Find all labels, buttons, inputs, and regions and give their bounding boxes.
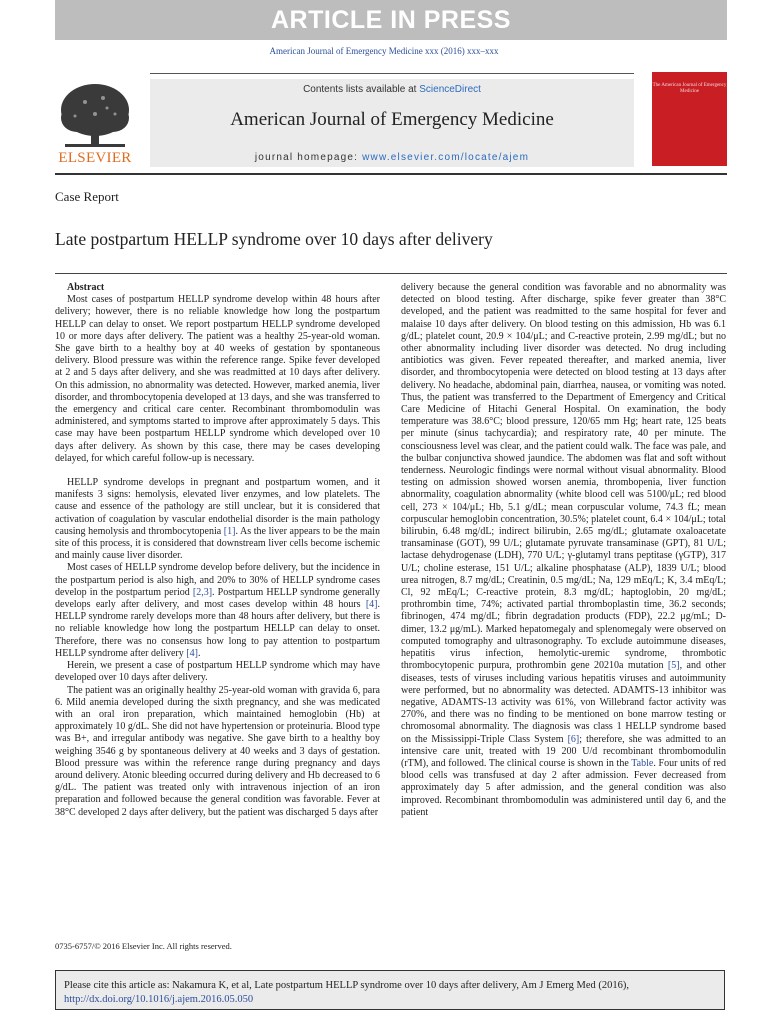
journal-cover-thumbnail[interactable]: [652, 72, 727, 166]
homepage-link[interactable]: www.elsevier.com/locate/ajem: [362, 152, 530, 163]
cover-title: The American Journal of Emergency Medicine: [652, 83, 727, 94]
table-link[interactable]: Table: [631, 757, 654, 769]
reference-link[interactable]: [4]: [365, 599, 378, 611]
article-title: Late postpartum HELLP syndrome over 10 days after delivery: [55, 229, 493, 249]
elsevier-wordmark[interactable]: ELSEVIER: [58, 150, 132, 166]
text-run: HELLP syndrome develops in pregnant and postpartum women, and it manifests 3 signs: hemolysis, elevated liver enzymes, and low platelets. The cause and essence of the pathology are still unclear, but it is considered that activation of coagulation by vascular endothelial disorder is the main pathology causing hemolysis and thrombocytopenia: [55, 477, 380, 537]
text-run: delivery because the general condition was favorable and no abnormality was detected on blood testing. After discharge, spike fever greater than 38°C developed, and the patient was readmitted to the same hospital for fever and malaise 10 days after delivery. On blood testing on this admission, Hb was 6.1 g/dL; platelet count, 20.9 × 104/μL; and C-reactive protein, 2.99 mg/dL; but no other abnormality including liver disorder was detected. No drug including antibiotics was given. Fever repeated thereafter, and marked anemia, liver disorder, and thrombocytopenia were detected on blood testing at 13 days after delivery. No headache, abdominal pain, diarrhea, nausea, or vomiting was noted. Thus, the patient was transferred to the Department of Emergency and Critical Care Medicine of Hitachi General Hospital. On examination, the body temperature was 38.6°C; blood pressure, 120/65 mm Hg; heart rate, 125 beats per minute (sinus tachycardia); and respiratory rate, 40 per minute. The consciousness level was clear, and the patient could walk. The face was pale, and the bulbar conjunctiva showed jaundice. The abdomen was flat and soft without tenderness. Neurologic findings were normal without visual abnormality. Blood testing on admission showed worsen anemia, thrombopenia, liver function abnormality, coagulation abnormality (white blood cell was 5100/μL; red blood cell, 273 × 104/μL; Hb, 5.1 g/dL; mean corpuscular volume, 74.3 fL; mean corpuscular hemoglobin concentration, 30.5%; platelet count, 6.4 × 104/μL; total bilirubin, 6.48 mg/dL; indirect bilirubin, 2.65 mg/dL; glutamate oxaloacetate transaminase (GOT), 99 U/L; glutamate pyruvate transaminase (GPT), 81 U/L; lactase dehydrogenase (LDH), 770 U/L; γ-glutamyl trans peptitase (γGTP), 317 U/L; choline esterase, 151 U/L; alkaline phosphatase (ALP), 1839 U/L; blood urea nitrogen, 8.7 mg/dL; Creatinin, 0.5 mg/dL; Na, 129 mEq/L; K, 3.4 mEq/L; Cl, 92 mEq/L; C-reactive protein, 8.3 mg/dL; haptoglobin, 20 mg/dL; prothrombin time, 74%; activated partial thromboplastin time, 36.2 seconds; fibrinogen, 474 mg/dL; fibrin degradation products (FDP), 22.2 μg/mL; D-dimer, 13.2 μg/mL). Marked hepatomegaly and splenomegaly were observed on computed tomography and ultrasonography. To exclude autoimmune diseases, hepatitis virus infection, hemolytic-uremic syndrome, thrombotic thrombocytopenic purpura, prothrombin gene 20210a mutation: [401, 282, 726, 672]
sciencedirect-link[interactable]: ScienceDirect: [419, 84, 481, 95]
journal-citation-link[interactable]: American Journal of Emergency Medicine xxx (2016) xxx–xxx: [269, 46, 499, 56]
copyright-notice: 0735-6757/© 2016 Elsevier Inc. All rights reserved.: [55, 941, 232, 951]
body-paragraph: The patient was an originally healthy 25-year-old woman with gravida 6, para 6. Mild anemia developed during the sixth pregnancy, and she was medicated with an oral iron preparation, which maintained hemoglobin (Hb) at approximately 10 g/dL. She did not have hypertension or proteinuria. Blood type was B+, and irregular antibody was negative. She gave birth to a healthy boy weighing 3546 g by spontaneous delivery at 40 weeks and 3 days of gestation. Blood pressure was within the reference range during pregnancy and days around delivery. Atonic bleeding occurred during delivery and Hb decreased to 6 g/dL. The patient was treated only with intravenous injection of an iron preparation and followed because the general condition was favorable. Fever at 38°C developed 2 days after delivery, but the patient was discharged 5 days after: [55, 684, 380, 818]
journal-title: American Journal of Emergency Medicine: [230, 109, 554, 130]
article-in-press-banner: [55, 0, 727, 40]
header-divider: [55, 173, 727, 175]
body-paragraph: Herein, we present a case of postpartum HELLP syndrome which may have developed over 10 days after delivery.: [55, 660, 380, 684]
left-column: [55, 282, 380, 819]
right-column: [401, 282, 726, 819]
reference-link[interactable]: [1]: [223, 525, 236, 537]
text-run: .: [197, 647, 201, 659]
text-run: . Four units of red blood cells was transfused at day 2 after admission. Fever decreased from approximately day 5 after admission, and the general condition was also improved. Recombinant thrombomodulin was administered until day 6, and the patient: [401, 757, 726, 818]
reference-link[interactable]: [4]: [186, 647, 198, 659]
text-run: . As the liver appears to be the main site of this process, it is considered that downstream liver cells become ischemic and mainly cause liver disorder.: [55, 525, 380, 562]
header-top-rule: [150, 73, 634, 74]
abstract-gap: [55, 465, 380, 477]
text-run: . HELLP syndrome rarely develops more than 48 hours after delivery, but there is no reliable knowledge how long the postpartum HELLP can delay to onset. Therefore, there was no consensus how long to pay attention to postpartum HELLP syndrome after delivery: [55, 599, 380, 659]
banner-text: ARTICLE IN PRESS: [271, 5, 511, 34]
abstract-heading: Abstract: [67, 282, 105, 293]
text-run: . Postpartum HELLP syndrome generally develops early after delivery, and most cases develop within 48 hours: [55, 586, 380, 611]
text-run: ; therefore, she was admitted to an intensive care unit, treated with 19 200 U/d recombinant thrombomodulin (rTM), and followed. The clinical course is shown in the: [401, 733, 726, 769]
body-paragraph: [55, 562, 380, 660]
text-run: , and other diseases, tests of viruses including various hepatitis viruses and autoimmunity were performed, but no abnormality was detected. ADAMTS-13 inhibitor was negative, ADAMTS-13 activity was 61%, von Willebrand factor activity was 270%, and there was no finding to be mentioned on bone marrow testing or chromosomal abnormality. The diagnosis was class 1 HELLP syndrome based on the Mississippi-Triple Class System: [401, 660, 726, 745]
reference-link[interactable]: [5]: [667, 660, 680, 672]
journal-header-box: [150, 79, 634, 167]
contents-availability: [150, 84, 634, 95]
reference-link[interactable]: [2,3]: [192, 586, 213, 598]
citation-box: [55, 970, 725, 1010]
body-paragraph: [401, 282, 726, 819]
abstract-text: Most cases of postpartum HELLP syndrome develop within 48 hours after delivery; however, there is no reliable knowledge how long the postpartum HELLP can delay to onset. We report postpartum HELLP syndrome developed 10 or more days after delivery. The patient was a healthy 25-year-old woman. She gave birth to a healthy boy at 40 weeks of gestation by spontaneous delivery. Blood pressure was within the reference range. Spike fever developed at 2 and 5 days after delivery, and she was readmitted at 10 days after delivery. On this admission, no abnormality was detected. However, marked anemia, liver disorder, and thrombocytopenia developed at 13 days, and she was transferred to the emergency and critical care center. Recombinant thrombomodulin was administered, and symptoms started to improve after approximately 5 days. This case may have been postpartum HELLP syndrome which developed over 10 days after delivery. As shown by this case, there may be cases developing delayed, for which careful follow-up is necessary.: [55, 294, 380, 464]
reference-link[interactable]: [6]: [567, 733, 580, 745]
journal-homepage: [150, 152, 634, 163]
article-type: Case Report: [55, 189, 119, 204]
body-paragraph: [55, 477, 380, 562]
contents-prefix: Contents lists available at: [303, 84, 420, 95]
homepage-prefix: journal homepage:: [254, 152, 363, 163]
doi-link[interactable]: http://dx.doi.org/10.1016/j.ajem.2016.05.050: [64, 994, 254, 1005]
text-run: Most cases of HELLP syndrome develop before delivery, but the incidence in the postpartum period is also high, and 20% to 30% of HELLP syndrome cases develop in the postpartum period: [55, 562, 380, 598]
citation-text: Please cite this article as: Nakamura K, et al, Late postpartum HELLP syndrome over 10 days after delivery, Am J Emerg Med (2016),: [64, 980, 629, 991]
title-divider: [55, 273, 727, 274]
